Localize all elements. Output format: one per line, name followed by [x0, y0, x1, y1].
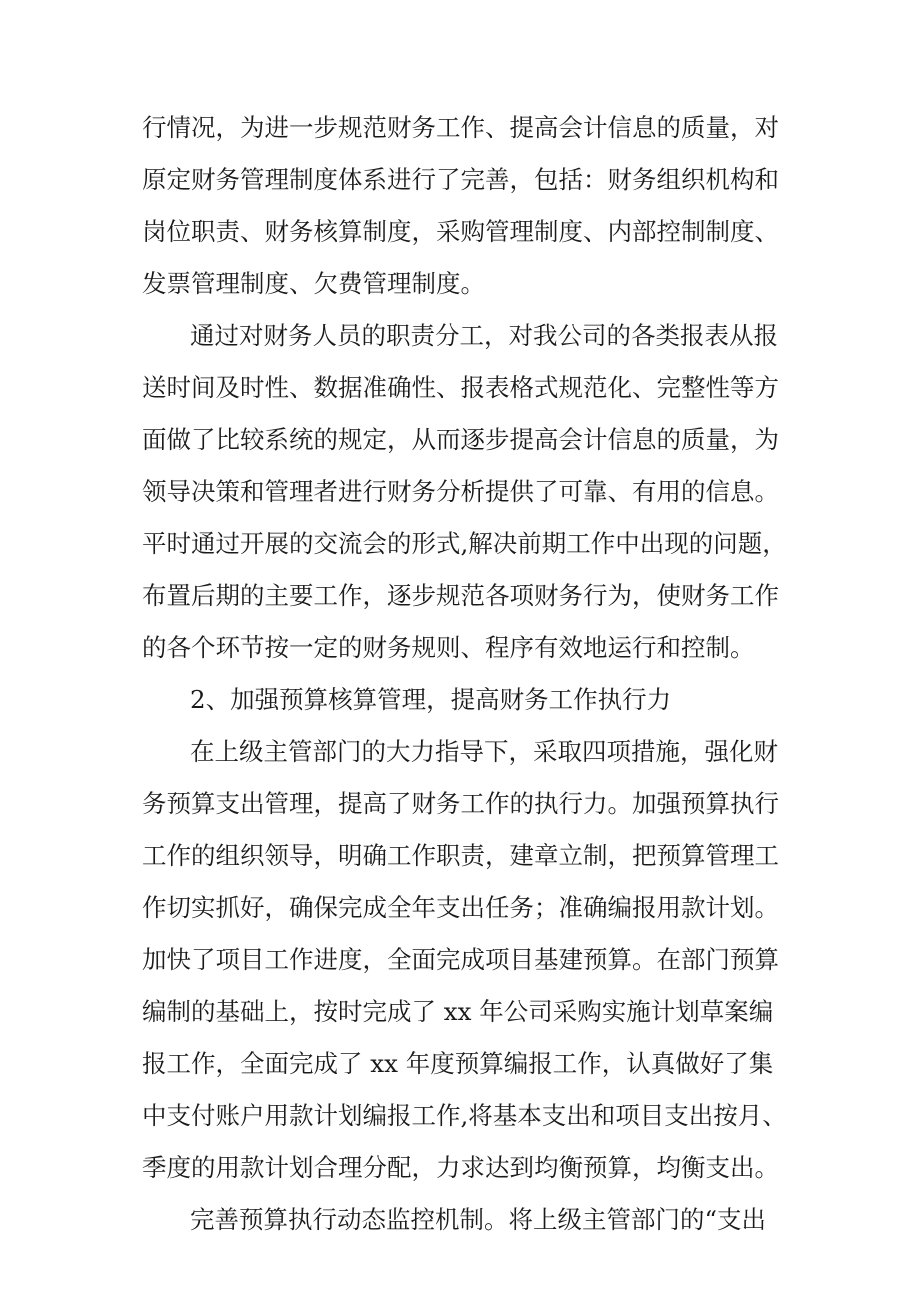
section-heading: 2、加强预算核算管理，提高财务工作执行力: [190, 685, 672, 714]
text-line: 工作的组织领导，明确工作职责，建章立制，把预算管理工: [142, 841, 779, 870]
text-line: 领导决策和管理者进行财务分析提供了可靠、有用的信息。: [142, 477, 779, 506]
text-line: 报工作，全面完成了 xx 年度预算编报工作，认真做好了集: [142, 1049, 774, 1078]
text-line: 的各个环节按一定的财务规则、程序有效地运行和控制。: [142, 633, 755, 662]
text-line: 在上级主管部门的大力指导下，采取四项措施，强化财: [190, 737, 778, 766]
text-line: 原定财务管理制度体系进行了完善，包括：财务组织机构和: [142, 165, 779, 194]
text-line: 中支付账户用款计划编报工作,将基本支出和项目支出按月、: [142, 1101, 787, 1130]
text-line: 编制的基础上，按时完成了 xx 年公司采购实施计划草案编: [142, 997, 774, 1026]
text-line: 岗位职责、财务核算制度，采购管理制度、内部控制制度、: [142, 217, 779, 246]
text-line: 通过对财务人员的职责分工，对我公司的各类报表从报: [190, 321, 778, 350]
text-line: 面做了比较系统的规定，从而逐步提高会计信息的质量，为: [142, 425, 779, 454]
text-line: 平时通过开展的交流会的形式,解决前期工作中出现的问题，: [142, 529, 787, 558]
text-line: 务预算支出管理，提高了财务工作的执行力。加强预算执行: [142, 789, 779, 818]
text-line: 送时间及时性、数据准确性、报表格式规范化、完整性等方: [142, 373, 779, 402]
text-line: 布置后期的主要工作，逐步规范各项财务行为，使财务工作: [142, 581, 779, 610]
text-line: 完善预算执行动态监控机制。将上级主管部门的“支出: [190, 1205, 767, 1234]
text-line: 作切实抓好，确保完成全年支出任务；准确编报用款计划。: [142, 893, 779, 922]
text-line: 行情况，为进一步规范财务工作、提高会计信息的质量，对: [142, 113, 779, 142]
text-line: 发票管理制度、欠费管理制度。: [142, 269, 485, 298]
text-line: 加快了项目工作进度，全面完成项目基建预算。在部门预算: [142, 945, 779, 974]
text-line: 季度的用款计划合理分配，力求达到均衡预算，均衡支出。: [142, 1153, 779, 1182]
